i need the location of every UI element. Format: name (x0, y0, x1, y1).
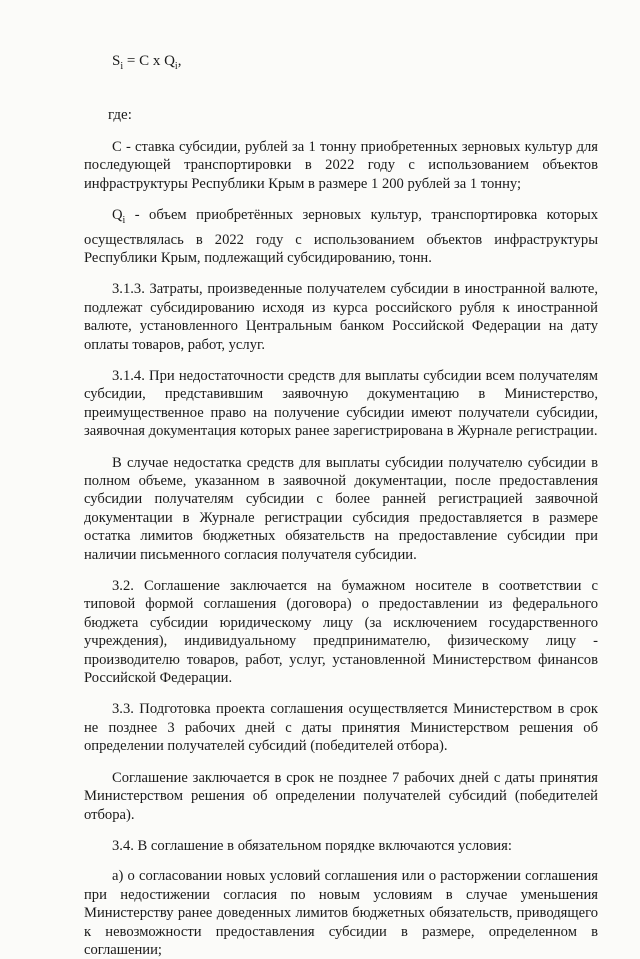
where-label: где: (108, 107, 132, 123)
paragraph-3-1-3: 3.1.3. Затраты, произведенные получателем субсидии в иностранной валюте, подлежат субсидированию исходя из курса российского рубля к иностранной валюте, установленного Центральным банком Российской Федерации на дату оплаты товаров, работ, услуг. (84, 281, 598, 353)
paragraph-3-4: 3.4. В соглашение в обязательном порядке включаются условия: (112, 837, 512, 854)
q-subscript: i (122, 215, 126, 227)
paragraph-3-4-a: а) о согласовании новых условий соглашения или о расторжении соглашения при недостижении согласия по новым условиям в случае уменьшения Министерству ранее доведенных лимитов бюджетных обязательств, приводящего к невозможности предоставления субсидии в размере, определенном в соглашении; (84, 868, 598, 958)
formula-tail: , (177, 53, 182, 69)
paragraph-3-1-4-shortfall: В случае недостатка средств для выплаты субсидии получателю субсидии в полном объеме, указанном в заявочной документации, после предоставления субсидии получателям субсидии с более ранней регистрацией заявочной документации в Журнале регистрации субсидия предоставляется в размере остатка лимитов бюджетных обязательств на предоставление субсидии при наличии письменного согласия получателя субсидии. (84, 454, 598, 563)
paragraph-3-3-deadline: Соглашение заключается в срок не позднее 7 рабочих дней с даты принятия Министерством решения об определении получателей субсидий (победителей отбора). (84, 769, 598, 823)
paragraph-3-2: 3.2. Соглашение заключается на бумажном носителе в соответствии с типовой формой соглашения (договора) о предоставлении из федерального бюджета субсидии юридическому лицу (за исключением государственного учреждения), индивидуальному предпринимателю, физическому лицу - производителю товаров, работ, услуг, установленной Министерством финансов Российской Федерации. (84, 578, 598, 687)
formula-lhs: S (112, 53, 121, 69)
paragraph-c-definition: С - ставка субсидии, рублей за 1 тонну приобретенных зерновых культур для последующей транспортировки в 2022 году с использованием объектов инфраструктуры Республики Крым в размере 1 200 рублей за 1 тонну; (84, 139, 598, 192)
paragraph-3-1-4: 3.1.4. При недостаточности средств для выплаты субсидии всем получателям субсидии, представившим заявочную документацию в Министерство, преимущественное право на получение субсидии имеют получатели субсидии, заявочная документация которых ранее зарегистрирована в Журнале регистрации. (84, 367, 598, 440)
formula-rhs-sub: i (174, 61, 178, 72)
formula-rhs: = C x Q (123, 53, 175, 69)
paragraph-3-3: 3.3. Подготовка проекта соглашения осуществляется Министерством в срок не позднее 3 рабочих дней с даты принятия Министерством решения об определении получателей субсидий (победителей отбора). (84, 701, 598, 755)
subsidy-formula (112, 52, 598, 76)
q-symbol: Q (112, 207, 123, 224)
q-definition-text: - объем приобретённых зерновых культур, транспортировка которых осуществлялась в 2022 году с использованием объектов инфраструктуры Республики Крым, подлежащий субсидированию, тонн. (84, 207, 598, 266)
paragraph-q-definition (84, 206, 598, 267)
formula-lhs-sub: i (120, 61, 124, 72)
